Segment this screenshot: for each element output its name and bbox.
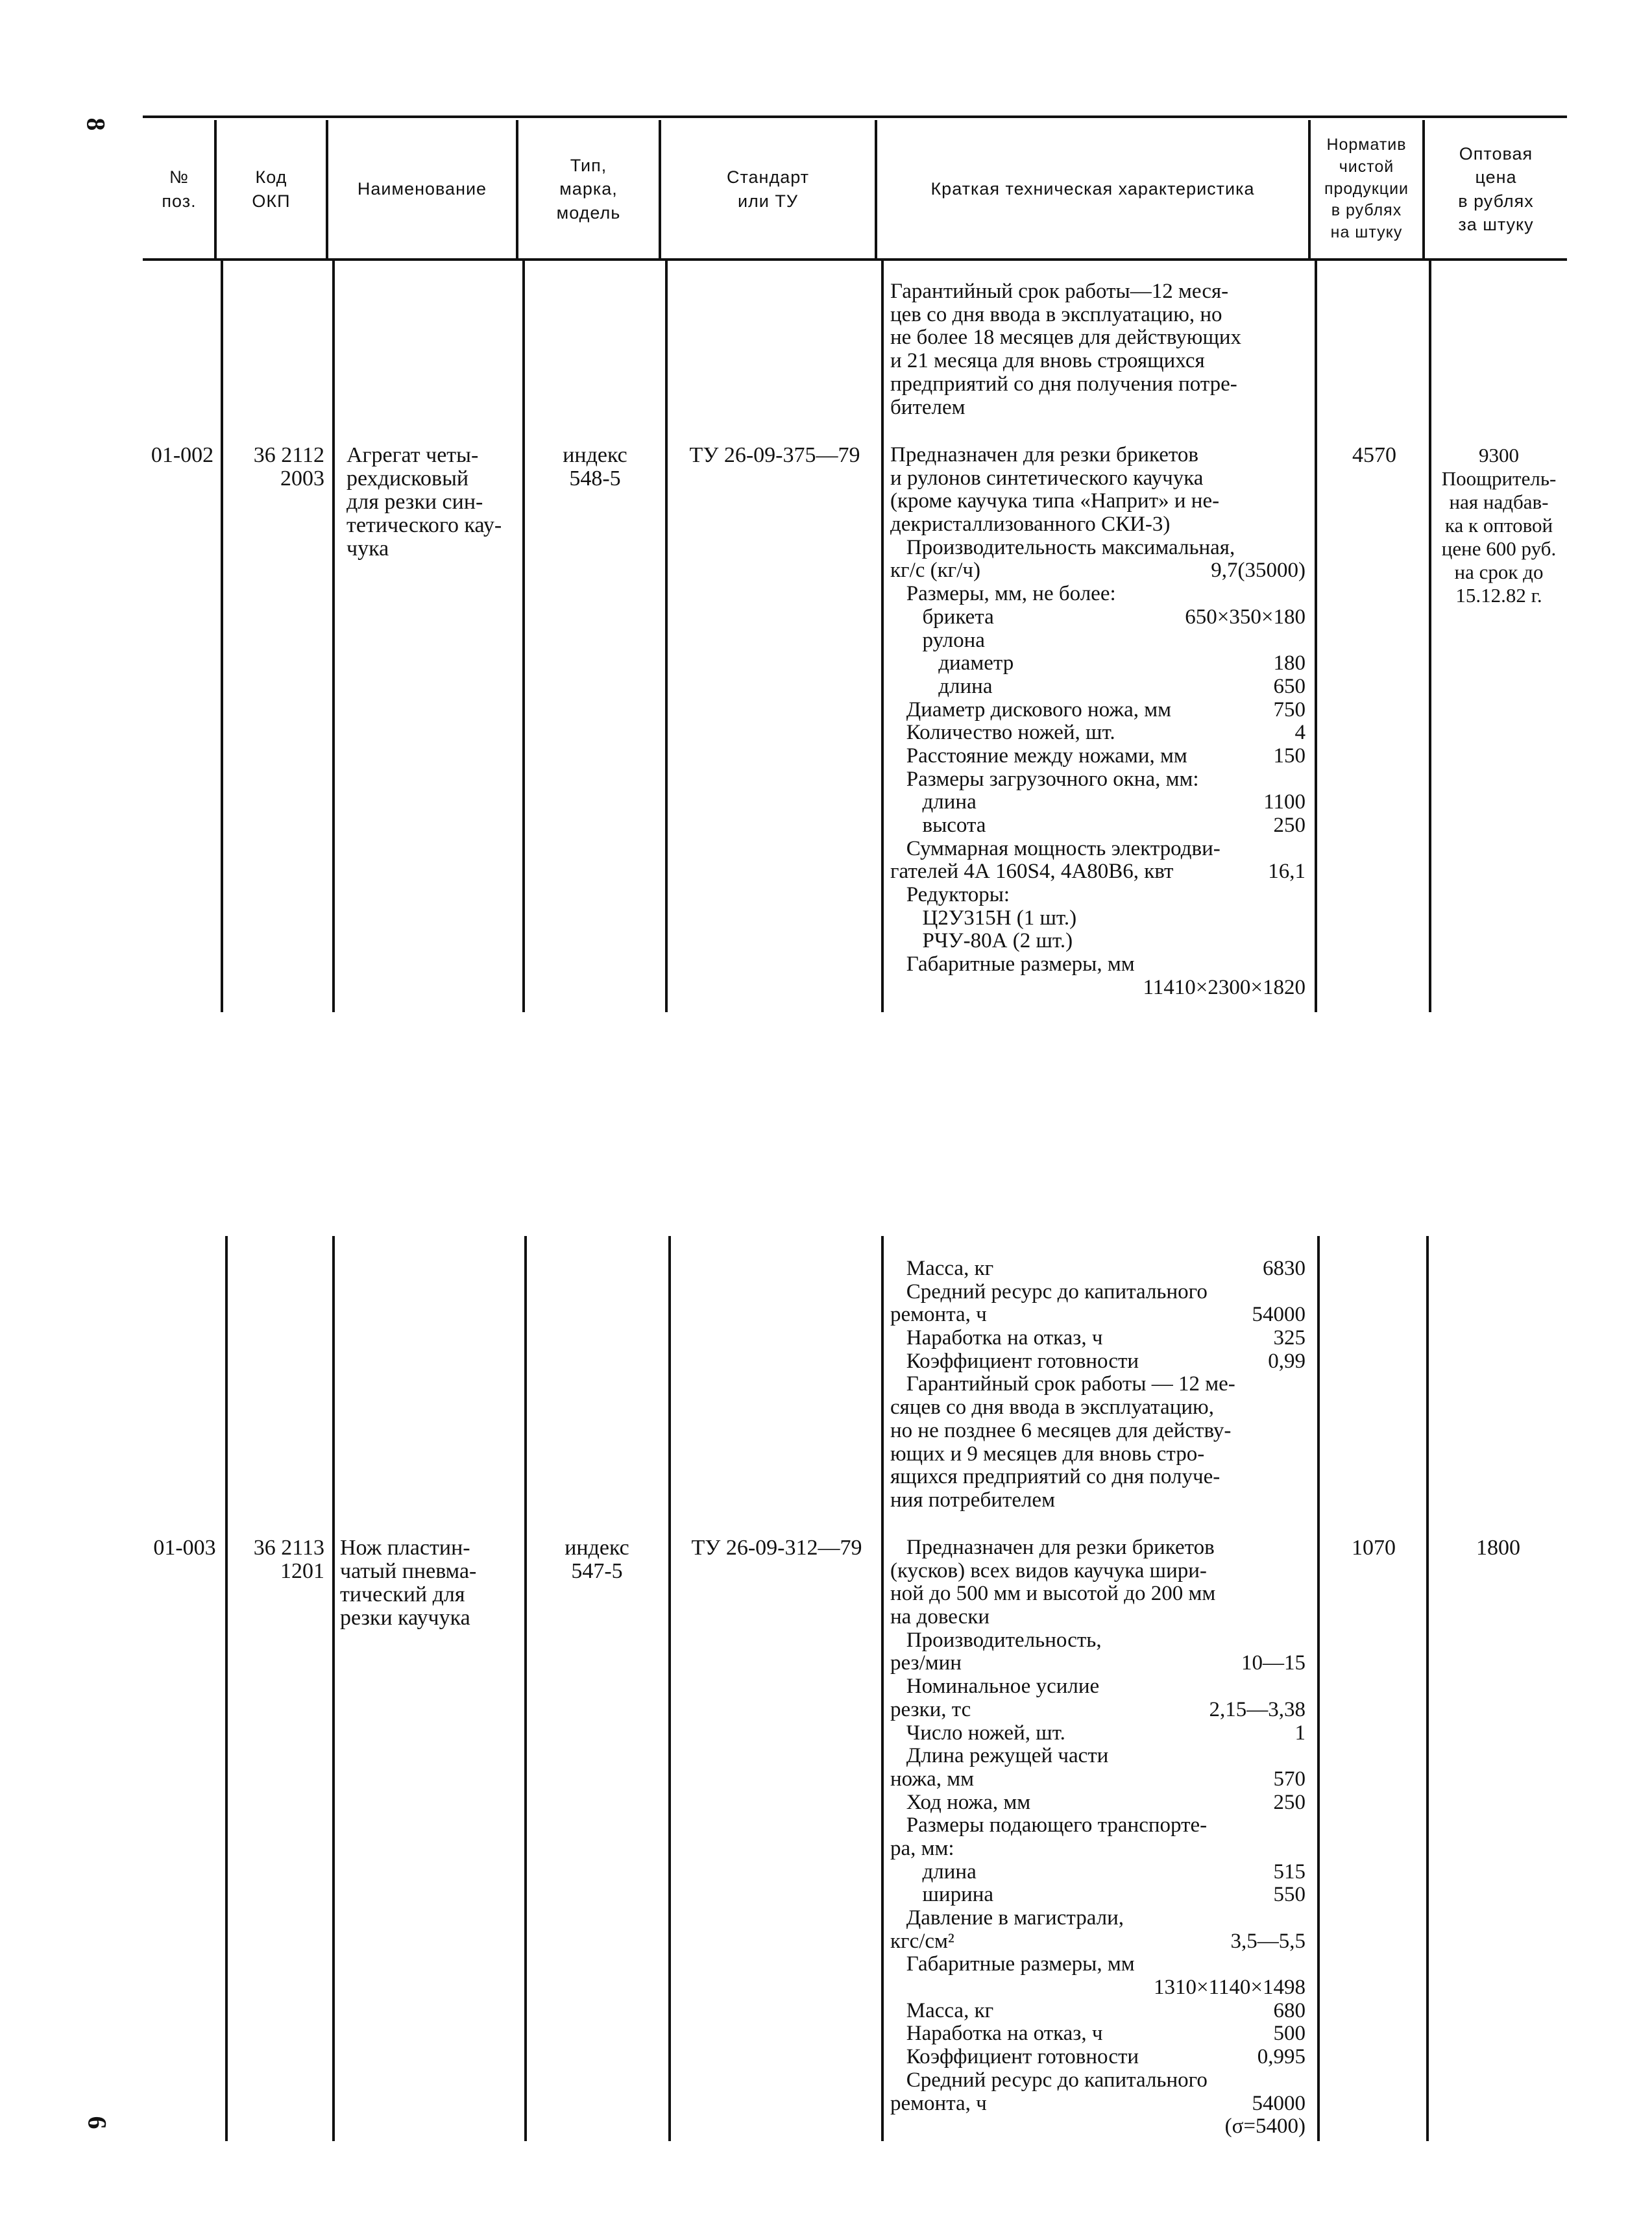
row2-num: 01-003: [153, 1536, 216, 1560]
row1-spec: [890, 444, 1306, 1000]
name-line: тетического кау-: [346, 513, 502, 537]
spec-value: 11410×2300×1820: [1143, 975, 1306, 999]
spec-label: Масса, кг: [890, 1998, 994, 2022]
table-header-rule: [143, 258, 1567, 261]
spec-value: 9,7(35000): [1211, 559, 1306, 583]
spec-label: Гарантийный срок работы — 12 ме-: [890, 1372, 1235, 1396]
spec-line: [890, 1350, 1306, 1374]
spec-line: [890, 1675, 1306, 1699]
spec-label: ширина: [890, 1883, 994, 1907]
spec-line: [890, 953, 1306, 976]
spec-line: [890, 583, 1306, 606]
spec-label: ремонта, ч: [890, 2091, 987, 2115]
spec-line: [890, 1257, 1306, 1281]
row2-separator: [668, 1236, 671, 2141]
spec-value: 1100: [1263, 790, 1306, 814]
spec-line: [890, 606, 1306, 629]
intro-line: не более 18 месяцев для действующих: [890, 326, 1242, 350]
spec-line: [890, 2092, 1306, 2116]
spec-line: [890, 2000, 1306, 2023]
spec-value: 54000: [1252, 1303, 1306, 1327]
name-line: чука: [346, 537, 389, 561]
row2-standard: ТУ 26-09-312—79: [691, 1536, 862, 1560]
spec-label: кг/с (кг/ч): [890, 559, 980, 583]
spec-line: [890, 1768, 1306, 1791]
spec-label: Суммарная мощность электродви-: [890, 836, 1221, 860]
intro-line: цев со дня ввода в эксплуатацию, но: [890, 302, 1222, 326]
spec-label: ющих и 9 месяцев для вновь стро-: [890, 1442, 1205, 1466]
spec-value: 550: [1273, 1883, 1306, 1907]
spec-value: 500: [1273, 2022, 1306, 2046]
row2-norm: 1070: [1352, 1536, 1396, 1560]
spec-line: [890, 1629, 1306, 1653]
price-line: Поощритель-: [1441, 467, 1557, 490]
row2-pre-spec: [890, 1257, 1306, 1512]
header-standard: Стандарт или ТУ: [726, 167, 810, 211]
spec-label: кгс/см²: [890, 1929, 954, 1953]
spec-label: брикета: [890, 605, 994, 629]
type-line: индекс: [565, 1536, 629, 1560]
header-spec: Краткая техническая характеристика: [930, 179, 1255, 199]
spec-value: 3,5—5,5: [1230, 1929, 1306, 1953]
spec-line: [890, 1652, 1306, 1675]
price-line: ка к оптовой: [1444, 514, 1553, 537]
spec-label: (кроме каучука типа «Наприт» и не-: [890, 489, 1220, 513]
row1-separator: [1429, 260, 1431, 1012]
spec-line: [890, 1420, 1306, 1443]
spec-value: 16,1: [1268, 860, 1306, 884]
intro-line: предприятий со дня получения потре-: [890, 372, 1237, 396]
spec-value: 325: [1273, 1326, 1306, 1350]
spec-label: Размеры, мм, не более:: [890, 582, 1116, 606]
spec-line: [890, 675, 1306, 699]
spec-label: Наработка на отказ, ч: [890, 2022, 1103, 2046]
header-name: Наименование: [357, 179, 487, 199]
spec-value: 0,99: [1268, 1349, 1306, 1373]
spec-line: [890, 2069, 1306, 2092]
page-number-top: 8: [81, 117, 111, 131]
spec-line: [890, 1699, 1306, 1722]
row1-num: 01-002: [151, 443, 214, 467]
row1-norm: 4570: [1352, 443, 1396, 467]
row2-code-1: 36 2113: [253, 1536, 324, 1560]
spec-value: 250: [1273, 814, 1306, 837]
table-top-rule: [143, 115, 1567, 118]
spec-value: 150: [1273, 744, 1306, 768]
price-line: 9300: [1479, 444, 1519, 467]
spec-label: декристаллизованного СКИ-3): [890, 513, 1171, 537]
spec-label: Производительность максимальная,: [890, 535, 1235, 559]
spec-value: 650×350×180: [1185, 605, 1306, 629]
spec-label: ра, мм:: [890, 1836, 954, 1860]
spec-line: [890, 907, 1306, 930]
spec-line: [890, 745, 1306, 768]
spec-label: Диаметр дискового ножа, мм: [890, 697, 1171, 721]
row1-separator: [1315, 260, 1317, 1012]
row2-spec: [890, 1536, 1306, 2139]
spec-label: Расстояние между ножами, мм: [890, 744, 1187, 768]
spec-line: [890, 1303, 1306, 1327]
spec-label: Размеры подающего транспорте-: [890, 1813, 1208, 1837]
spec-line: [890, 814, 1306, 838]
spec-line: [890, 1560, 1306, 1583]
spec-label: ной до 500 мм и высотой до 200 мм: [890, 1582, 1216, 1606]
spec-line: [890, 768, 1306, 792]
spec-label: Количество ножей, шт.: [890, 721, 1115, 745]
header-num: № поз.: [162, 167, 197, 211]
spec-label: Габаритные размеры, мм: [890, 1952, 1135, 1976]
spec-value: 1310×1140×1498: [1154, 1976, 1306, 2000]
spec-line: [890, 467, 1306, 491]
row1-code-2: 2003: [280, 467, 324, 491]
header-type: Тип, марка, модель: [556, 155, 621, 223]
spec-label: Масса, кг: [890, 1257, 994, 1280]
spec-value: 515: [1273, 1860, 1306, 1884]
row1-type: [527, 444, 663, 491]
spec-label: РЧУ-80А (2 шт.): [890, 929, 1073, 953]
spec-label: гателей 4А 160S4, 4А80В6, квт: [890, 860, 1174, 884]
spec-value: 650: [1273, 674, 1306, 698]
spec-line: [890, 1722, 1306, 1745]
spec-line: [890, 2022, 1306, 2046]
row1-separator: [332, 260, 335, 1012]
spec-line: [890, 1745, 1306, 1768]
row2-separator: [332, 1236, 335, 2141]
name-line: для резки син-: [346, 490, 483, 514]
spec-line: [890, 976, 1306, 1000]
spec-line: [890, 860, 1306, 884]
spec-line: [890, 1373, 1306, 1396]
type-line: индекс: [563, 443, 627, 467]
row1-code-1: 36 2112: [253, 443, 324, 467]
intro-line: и 21 месяца для вновь строящихся: [890, 349, 1205, 373]
spec-line: [890, 513, 1306, 537]
spec-label: Размеры загрузочного окна, мм:: [890, 767, 1199, 791]
spec-line: [890, 1443, 1306, 1466]
spec-label: Давление в магистрали,: [890, 1906, 1124, 1930]
spec-line: [890, 1396, 1306, 1420]
row2-separator: [1317, 1236, 1320, 2141]
spec-line: [890, 884, 1306, 907]
spec-line: [890, 699, 1306, 722]
name-line: резки каучука: [340, 1606, 470, 1630]
spec-label: ремонта, ч: [890, 1303, 987, 1327]
spec-value: (σ=5400): [1224, 2115, 1306, 2139]
spec-line: [890, 838, 1306, 861]
row1-separator: [221, 260, 223, 1012]
spec-label: Производительность,: [890, 1628, 1102, 1652]
spec-value: 750: [1273, 697, 1306, 721]
spec-label: Редукторы:: [890, 883, 1010, 907]
intro-line: бителем: [890, 395, 966, 419]
spec-line: [890, 629, 1306, 653]
spec-label: ния потребителем: [890, 1488, 1055, 1512]
type-line: 547-5: [571, 1559, 623, 1583]
spec-line: [890, 1327, 1306, 1350]
spec-label: рез/мин: [890, 1651, 962, 1675]
spec-line: [890, 1837, 1306, 1861]
spec-line: [890, 1791, 1306, 1815]
spec-line: [890, 1536, 1306, 1560]
spec-line: [890, 1281, 1306, 1304]
spec-value: 54000: [1252, 2091, 1306, 2115]
spec-line: [890, 721, 1306, 745]
row2-separator: [881, 1236, 884, 2141]
spec-label: Длина режущей части: [890, 1744, 1109, 1768]
header-price: Оптовая цена в рублях за штуку: [1458, 143, 1534, 234]
spec-line: [890, 1466, 1306, 1489]
spec-line: [890, 1606, 1306, 1629]
spec-line: [890, 652, 1306, 675]
warranty-intro: [890, 280, 1306, 419]
spec-line: [890, 1814, 1306, 1837]
spec-value: 1: [1294, 1721, 1306, 1745]
spec-label: Коэффициент готовности: [890, 2045, 1139, 2069]
spec-label: (кусков) всех видов каучука шири-: [890, 1558, 1207, 1582]
row2-type: [529, 1536, 665, 1583]
spec-value: 250: [1273, 1790, 1306, 1814]
price-line: 1800: [1476, 1536, 1520, 1560]
spec-label: длина: [890, 790, 977, 814]
spec-label: Номинальное усилие: [890, 1675, 1100, 1699]
spec-label: Наработка на отказ, ч: [890, 1326, 1103, 1350]
spec-value: 2,15—3,38: [1209, 1697, 1306, 1721]
spec-value: 180: [1273, 651, 1306, 675]
spec-line: [890, 490, 1306, 513]
spec-line: [890, 1861, 1306, 1884]
spec-line: [890, 1907, 1306, 1930]
spec-line: [890, 1953, 1306, 1976]
spec-label: длина: [890, 674, 993, 698]
row1-separator: [522, 260, 525, 1012]
spec-label: Предназначен для резки брикетов: [890, 443, 1198, 467]
spec-label: высота: [890, 814, 986, 837]
price-line: ная надбав-: [1449, 491, 1549, 513]
spec-label: ножа, мм: [890, 1767, 975, 1791]
spec-label: и рулонов синтетического каучука: [890, 466, 1204, 490]
spec-line: [890, 1884, 1306, 1907]
spec-line: [890, 559, 1306, 583]
row1-separator: [881, 260, 884, 1012]
spec-line: [890, 1582, 1306, 1606]
spec-line: [890, 1489, 1306, 1512]
header-code: Код ОКП: [252, 167, 291, 211]
spec-label: Ц2У315Н (1 шт.): [890, 906, 1077, 930]
spec-value: 570: [1273, 1767, 1306, 1791]
spec-line: [890, 791, 1306, 814]
spec-label: но не позднее 6 месяцев для действу-: [890, 1418, 1232, 1442]
spec-value: 0,995: [1257, 2045, 1306, 2069]
spec-label: Предназначен для резки брикетов: [890, 1536, 1215, 1559]
row2-code-2: 1201: [280, 1559, 324, 1583]
row1-name: [346, 444, 518, 561]
spec-label: сяцев со дня ввода в эксплуатацию,: [890, 1396, 1214, 1420]
row1-separator: [665, 260, 668, 1012]
spec-label: на довески: [890, 1605, 990, 1629]
page-number-bottom: 6: [82, 2116, 112, 2129]
spec-label: Средний ресурс до капитального: [890, 2068, 1208, 2092]
row2-price: [1429, 1536, 1568, 1560]
intro-line: Гарантийный срок работы—12 меся-: [890, 280, 1229, 303]
spec-label: Коэффициент готовности: [890, 1349, 1139, 1373]
row2-name: [340, 1536, 516, 1630]
name-line: чатый пневма-: [340, 1559, 477, 1583]
name-line: Агрегат четы-: [346, 443, 479, 467]
spec-line: [890, 444, 1306, 467]
spec-value: 10—15: [1241, 1651, 1306, 1675]
row2-separator: [1426, 1236, 1429, 2141]
name-line: Нож пластин-: [340, 1536, 470, 1560]
row2-separator: [524, 1236, 527, 2141]
spec-line: [890, 930, 1306, 953]
spec-label: длина: [890, 1860, 977, 1884]
spec-label: резки, тс: [890, 1697, 971, 1721]
spec-label: Средний ресурс до капитального: [890, 1279, 1208, 1303]
spec-value: 680: [1273, 1998, 1306, 2022]
spec-label: Габаритные размеры, мм: [890, 952, 1135, 976]
spec-label: Ход ножа, мм: [890, 1790, 1031, 1814]
spec-line: [890, 2115, 1306, 2139]
spec-value: 6830: [1263, 1257, 1306, 1280]
row2-separator: [225, 1236, 228, 2141]
name-line: тический для: [340, 1582, 465, 1606]
header-norm: Норматив чистой продукции в рублях на штуку: [1324, 136, 1409, 242]
spec-line: [890, 1930, 1306, 1954]
name-line: рехдисковый: [346, 467, 469, 491]
spec-label: ящихся предприятий со дня получе-: [890, 1465, 1221, 1489]
row1-price: [1430, 444, 1568, 607]
price-line: 15.12.82 г.: [1455, 584, 1542, 607]
spec-line: [890, 537, 1306, 560]
spec-line: [890, 2046, 1306, 2069]
price-line: цене 600 руб.: [1441, 537, 1557, 560]
spec-label: рулона: [890, 628, 985, 652]
spec-value: 4: [1294, 721, 1306, 745]
price-line: на срок до: [1454, 561, 1544, 583]
type-line: 548-5: [569, 467, 621, 491]
row1-standard: ТУ 26-09-375—79: [689, 443, 860, 467]
spec-label: Число ножей, шт.: [890, 1721, 1065, 1745]
spec-line: [890, 1976, 1306, 2000]
spec-label: диаметр: [890, 651, 1014, 675]
